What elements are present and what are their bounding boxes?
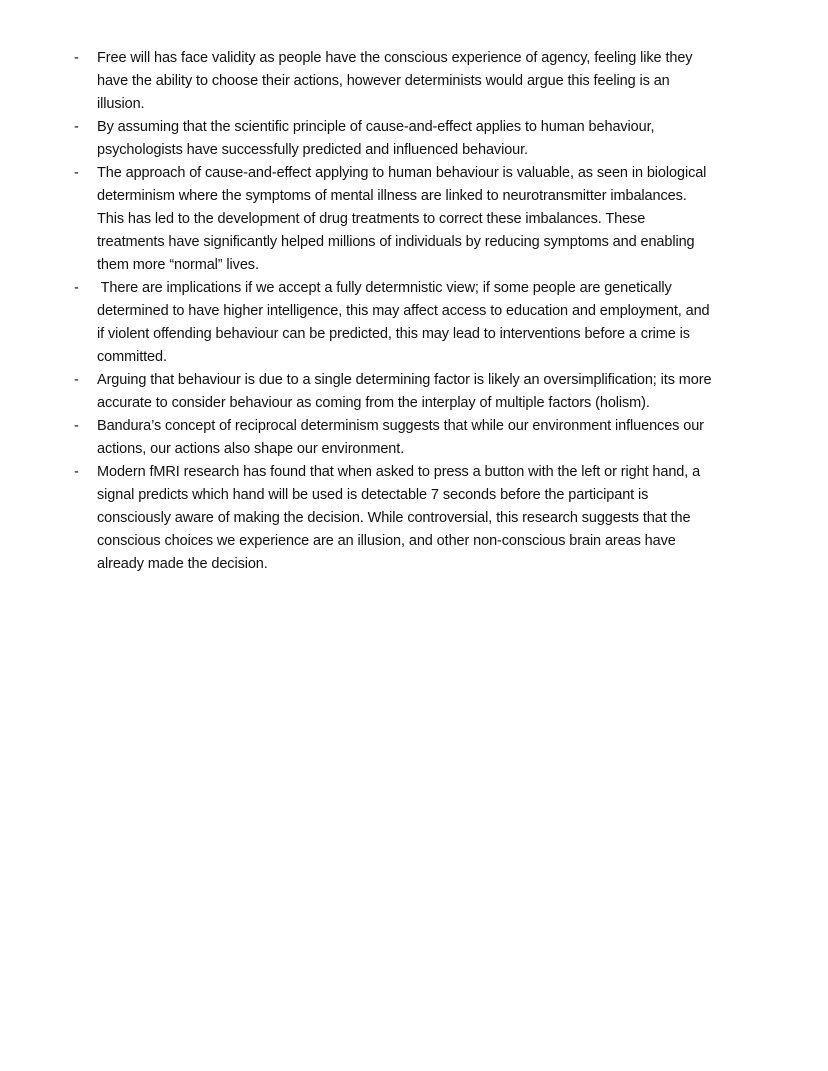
bullet-item: [0, 47, 828, 116]
bullet-text-line: conscious choices we experience are an illusion, and other non-conscious brain areas have: [97, 533, 676, 549]
bullet-dash: -: [74, 418, 79, 434]
bullet-text-line: Bandura’s concept of reciprocal determinism suggests that while our environment influences our: [97, 418, 704, 434]
bullet-dash: -: [74, 165, 79, 181]
bullet-text-line: There are implications if we accept a fully determnistic view; if some people are genetically: [97, 280, 672, 296]
bullet-item: [0, 162, 828, 277]
bullet-text-line: Modern fMRI research has found that when asked to press a button with the left or right hand, a: [97, 464, 701, 480]
bullet-text-line: already made the decision.: [97, 556, 268, 572]
bullet-text-line: actions, our actions also shape our environment.: [97, 441, 405, 457]
bullet-dash: -: [74, 50, 79, 66]
bullet-item: [0, 277, 828, 369]
bullet-text-line: treatments have significantly helped millions of individuals by reducing symptoms and enabling: [97, 234, 695, 250]
bullet-text-line: Arguing that behaviour is due to a single determining factor is likely an oversimplification; its more: [97, 372, 712, 388]
bullet-text-line: By assuming that the scientific principle of cause-and-effect applies to human behaviour,: [97, 119, 655, 135]
bullet-text-line: This has led to the development of drug treatments to correct these imbalances. These: [97, 211, 646, 227]
bullet-text-line: committed.: [97, 349, 167, 365]
bullet-item: [0, 116, 828, 162]
bullet-text-line: Free will has face validity as people have the conscious experience of agency, feeling like they: [97, 50, 693, 66]
bullet-text-line: illusion.: [97, 96, 145, 112]
bullet-text-line: them more “normal” lives.: [97, 257, 259, 273]
bullet-text-line: if violent offending behaviour can be predicted, this may lead to interventions before a crime is: [97, 326, 690, 342]
bullet-dash: -: [74, 464, 79, 480]
bullet-text-line: determinism where the symptoms of mental illness are linked to neurotransmitter imbalances.: [97, 188, 687, 204]
bullet-text-line: determined to have higher intelligence, this may affect access to education and employment, and: [97, 303, 710, 319]
bullet-item: [0, 461, 828, 576]
bullet-text-line: accurate to consider behaviour as coming from the interplay of multiple factors (holism).: [97, 395, 650, 411]
bullet-dash: -: [74, 280, 79, 296]
bullet-text-line: signal predicts which hand will be used is detectable 7 seconds before the participant is: [97, 487, 649, 503]
bullet-dash: -: [74, 119, 79, 135]
bullet-text-line: psychologists have successfully predicted and influenced behaviour.: [97, 142, 528, 158]
bullet-text-line: consciously aware of making the decision. While controversial, this research suggests that the: [97, 510, 691, 526]
bullet-text-line: have the ability to choose their actions, however determinists would argue this feeling is an: [97, 73, 670, 89]
document-page: [0, 47, 828, 576]
bullet-text-line: The approach of cause-and-effect applying to human behaviour is valuable, as seen in biological: [97, 165, 707, 181]
bullet-dash: -: [74, 372, 79, 388]
bullet-item: [0, 415, 828, 461]
bullet-item: [0, 369, 828, 415]
